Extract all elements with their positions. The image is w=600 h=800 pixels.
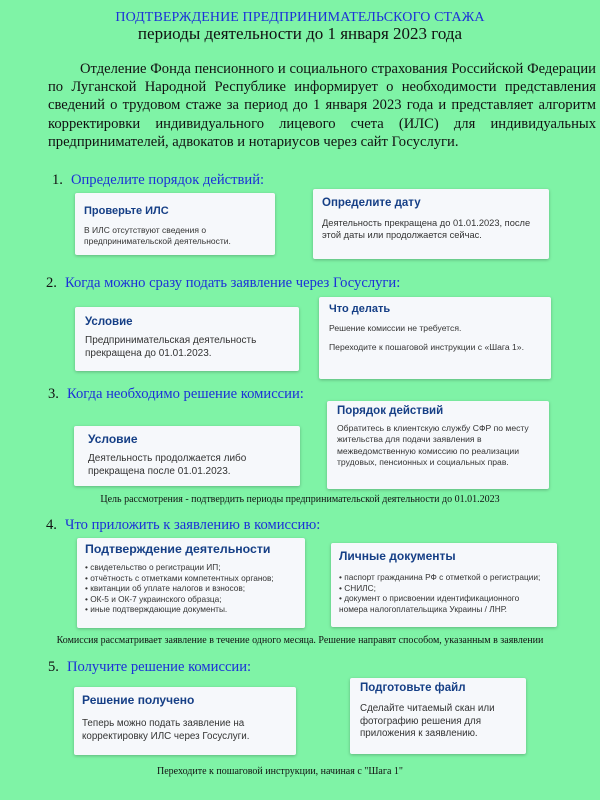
card-heading: Подтверждение деятельности — [85, 542, 271, 556]
intro-paragraph: Отделение Фонда пенсионного и социального страхования Российской Федерации по Луганской Народной Республике информирует о необходимости представления сведений о трудовом стаже за период до 1 января 2023 года и представляет алгоритм корректировки индивидуального лицевого счета (ИЛС) для индивидуальных предпринимателей, адвокатов и нотариусов через сайт Госуслуги. — [48, 61, 596, 150]
step-number: 4. — [46, 517, 57, 533]
card-body: Теперь можно подать заявление на корректировку ИЛС через Госуслуги. — [82, 718, 250, 742]
step-2-heading — [46, 275, 400, 292]
card-body: Обратитесь в клиентскую службу СФР по месту жительства для подачи заявления в межведомственную комиссию по реализации трудовых, пенсионных и социальных прав. — [337, 423, 529, 467]
step-4-heading — [46, 517, 320, 534]
card-determine-date — [313, 189, 549, 259]
card-activity-proof — [77, 538, 305, 628]
card-prepare-file — [350, 678, 526, 754]
step-number: 2. — [46, 275, 57, 291]
step-3-heading — [48, 386, 304, 403]
card-heading: Условие — [88, 432, 138, 446]
step-5-note: Переходите к пошаговой инструкции, начиная с "Шага 1" — [157, 766, 403, 777]
step-title: Что приложить к заявлению в комиссию: — [64, 517, 321, 533]
card-heading: Определите дату — [322, 197, 421, 209]
list-item: • иные подтверждающие документы. — [85, 604, 297, 615]
card-procedure — [327, 401, 549, 489]
list-item: • свидетельство о регистрации ИП; — [85, 562, 297, 573]
page-title: ПОДТВЕРЖДЕНИЕ ПРЕДПРИНИМАТЕЛЬСКОГО СТАЖА — [115, 10, 485, 25]
step-number: 1. — [52, 172, 63, 188]
list-item: • ОК-5 и ОК-7 украинского образца; — [85, 594, 297, 605]
step-number: 5. — [48, 659, 59, 675]
list-item: • документ о присвоении идентификационного номера налогоплательщика Украины / ЛНР. — [339, 593, 549, 614]
list-item: • квитанции об уплате налогов и взносов; — [85, 583, 297, 594]
list-item: • отчётность с отметками компетентных органов; — [85, 573, 297, 584]
card-body: Решение комиссии не требуется. — [329, 323, 462, 333]
card-heading: Что делать — [329, 303, 391, 315]
document-list — [85, 562, 297, 615]
step-title: Определите порядок действий: — [70, 172, 265, 188]
step-1-heading — [52, 172, 264, 189]
step-4-note: Комиссия рассматривает заявление в течение одного месяца. Решение направят способом, указанным в заявлении — [56, 635, 544, 646]
card-heading: Личные документы — [339, 549, 456, 563]
card-body-secondary: Переходите к пошаговой инструкции с «Шага 1». — [329, 342, 524, 352]
card-heading: Подготовьте файл — [360, 682, 466, 694]
card-heading: Решение получено — [82, 693, 195, 707]
step-5-heading — [48, 659, 251, 676]
list-item: • СНИЛС; — [339, 583, 549, 594]
card-condition-terminated — [75, 307, 299, 371]
card-personal-documents — [331, 543, 557, 627]
card-heading: Условие — [85, 316, 133, 328]
card-body: Деятельность прекращена до 01.01.2023, после этой даты или продолжается сейчас. — [322, 218, 531, 240]
card-body: Предпринимательская деятельность прекращена до 01.01.2023. — [85, 335, 257, 359]
step-title: Когда необходимо решение комиссии: — [66, 386, 304, 402]
card-body: В ИЛС отсутствуют сведения о предпринимательской деятельности. — [84, 225, 231, 246]
card-condition-ongoing — [74, 426, 300, 486]
step-3-note: Цель рассмотрения - подтвердить периоды предпринимательской деятельности до 01.01.2023 — [100, 494, 500, 505]
document-list — [339, 572, 549, 614]
step-number: 3. — [48, 386, 59, 402]
step-title: Когда можно сразу подать заявление через Госуслуги: — [64, 275, 401, 291]
card-heading: Порядок действий — [337, 405, 444, 417]
card-heading: Проверьте ИЛС — [84, 205, 169, 217]
card-body: Сделайте читаемый скан или фотографию решения для приложения к заявлению. — [360, 703, 495, 739]
card-what-to-do — [319, 297, 551, 379]
list-item: • паспорт гражданина РФ с отметкой о регистрации; — [339, 572, 549, 583]
card-body: Деятельность продолжается либо прекращена после 01.01.2023. — [88, 453, 247, 477]
step-title: Получите решение комиссии: — [66, 659, 252, 675]
card-decision-received — [74, 687, 296, 755]
card-check-ils — [75, 193, 275, 255]
page-subtitle: периоды деятельности до 1 января 2023 года — [137, 24, 463, 43]
